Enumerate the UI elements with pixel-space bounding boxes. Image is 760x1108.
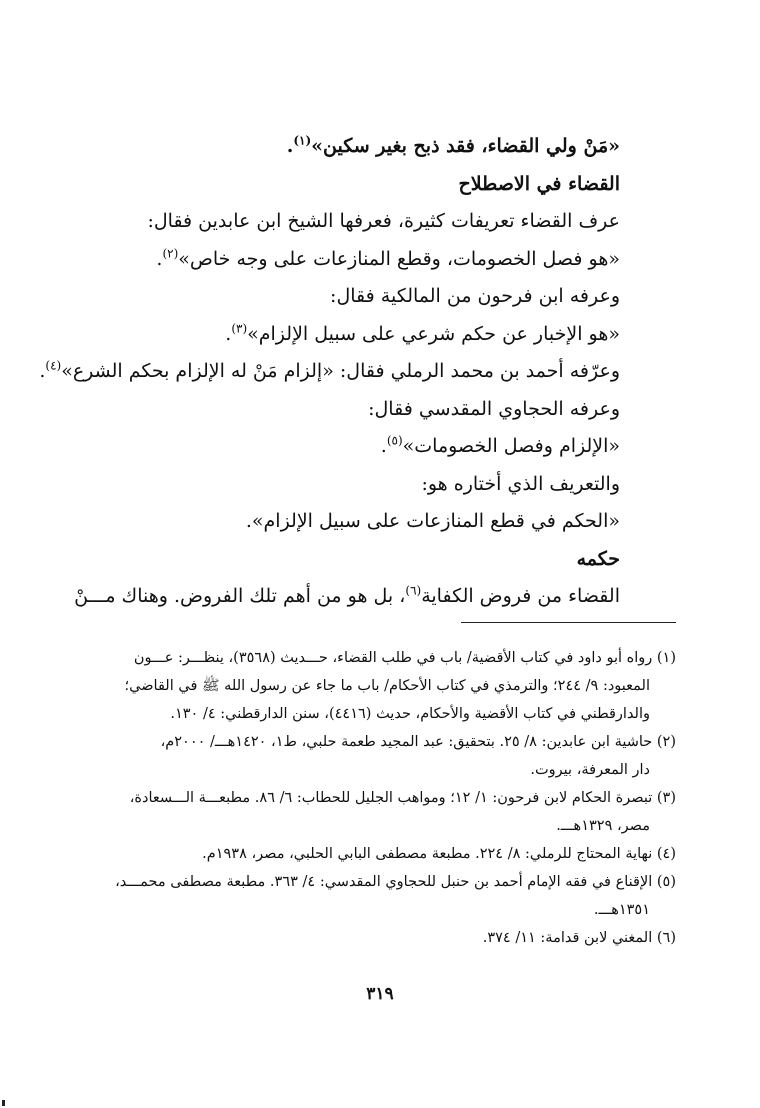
footnote-ref[interactable]: (١)	[293, 133, 312, 148]
footnote-ref[interactable]: (٦)	[405, 583, 422, 598]
footnote-line: مصر، ١٣٢٩هـــ.	[556, 818, 650, 834]
body-line: «الإلزام وفصل الخصومات»$^{(٥)}$.	[380, 433, 620, 457]
main-text	[39, 128, 620, 616]
footnote-line: (١) رواه أبو داود في كتاب الأقضية/ باب في طلب القضاء، حـــديث (٣٥٦٨)، ينظـــر: عـــون	[133, 650, 676, 666]
body-line: القضاء من فروض الكفاية$^{(٦)}$، بل هو من أهم تلك الفروض. وهناك مـــنْ	[74, 583, 620, 607]
scan-mark	[2, 1100, 5, 1106]
footnote-line: المعبود: ٩/ ٢٤٤؛ والترمذي في كتاب الأحكام/ باب ما جاء عن رسول الله ﷺ في القاضي؛	[124, 678, 650, 694]
footnote-ref[interactable]: (٥)	[386, 433, 403, 448]
section-heading: القضاء في الاصطلاح	[458, 172, 620, 195]
footnote-line: والدارقطني في كتاب الأقضية والأحكام، حديث (٤٤١٦)، سنن الدارقطني: ٤/ ١٣٠.	[170, 706, 650, 722]
footnote-line: (٢) حاشية ابن عابدين: ٨/ ٢٥. بتحقيق: عبد المجيد طعمة حلبي، ط١، ١٤٢٠هـــ/ ٢٠٠٠م،	[160, 734, 676, 750]
footnote-line: دار المعرفة، بيروت.	[530, 762, 650, 778]
page-number: ٣١٩	[366, 984, 394, 1004]
body-line: والتعريف الذي أختاره هو:	[421, 472, 620, 495]
body-line: «الحكم في قطع المنازعات على سبيل الإلزام».	[245, 510, 620, 532]
footnote-line: (٣) تبصرة الحكام لابن فرحون: ١/ ١٢؛ ومواهب الجليل للحطاب: ٦/ ٨٦. مطبعـــة الـــسعادة،	[129, 790, 676, 806]
body-line: «هو الإخبار عن حكم شرعي على سبيل الإلزام»$^{(٣)}$.	[225, 321, 620, 345]
body-line: «مَنْ ولي القضاء، فقد ذبح بغير سكين»$^{(١)}$.	[286, 133, 620, 157]
section-heading: حكمه	[576, 547, 620, 570]
footnote-ref[interactable]: (٤)	[45, 358, 62, 373]
footnote-line: (٤) نهاية المحتاج للرملي: ٨/ ٢٢٤. مطبعة مصطفى البابي الحلبي، مصر، ١٩٣٨م.	[202, 846, 676, 862]
body-line: وعرفه الحجاوي المقدسي فقال:	[368, 397, 620, 420]
body-line: وعرّفه أحمد بن محمد الرملي فقال: «إلزام مَنْ له الإلزام بحكم الشرع»$^{(٤)}$.	[39, 358, 620, 382]
footnote-line: ١٣٥١هـــ.	[593, 902, 650, 918]
body-line: عرف القضاء تعريفات كثيرة، فعرفها الشيخ ابن عابدين فقال:	[147, 210, 620, 232]
footnote-ref[interactable]: (٣)	[231, 321, 248, 336]
footnote-line: (٥) الإقناع في فقه الإمام أحمد بن حنبل للحجاوي المقدسي: ٤/ ٣٦٣. مطبعة مصطفى محمـــد،	[115, 874, 676, 890]
body-line: «هو فصل الخصومات، وقطع المنازعات على وجه خاص»$^{(٢)}$.	[156, 246, 620, 270]
body-line: وعرفه ابن فرحون من المالكية فقال:	[330, 285, 620, 307]
footnote-line: (٦) المغني لابن قدامة: ١١/ ٣٧٤.	[482, 930, 676, 946]
footnote-ref[interactable]: (٢)	[162, 246, 179, 261]
footnotes	[76, 644, 676, 952]
footnote-separator	[461, 622, 676, 623]
